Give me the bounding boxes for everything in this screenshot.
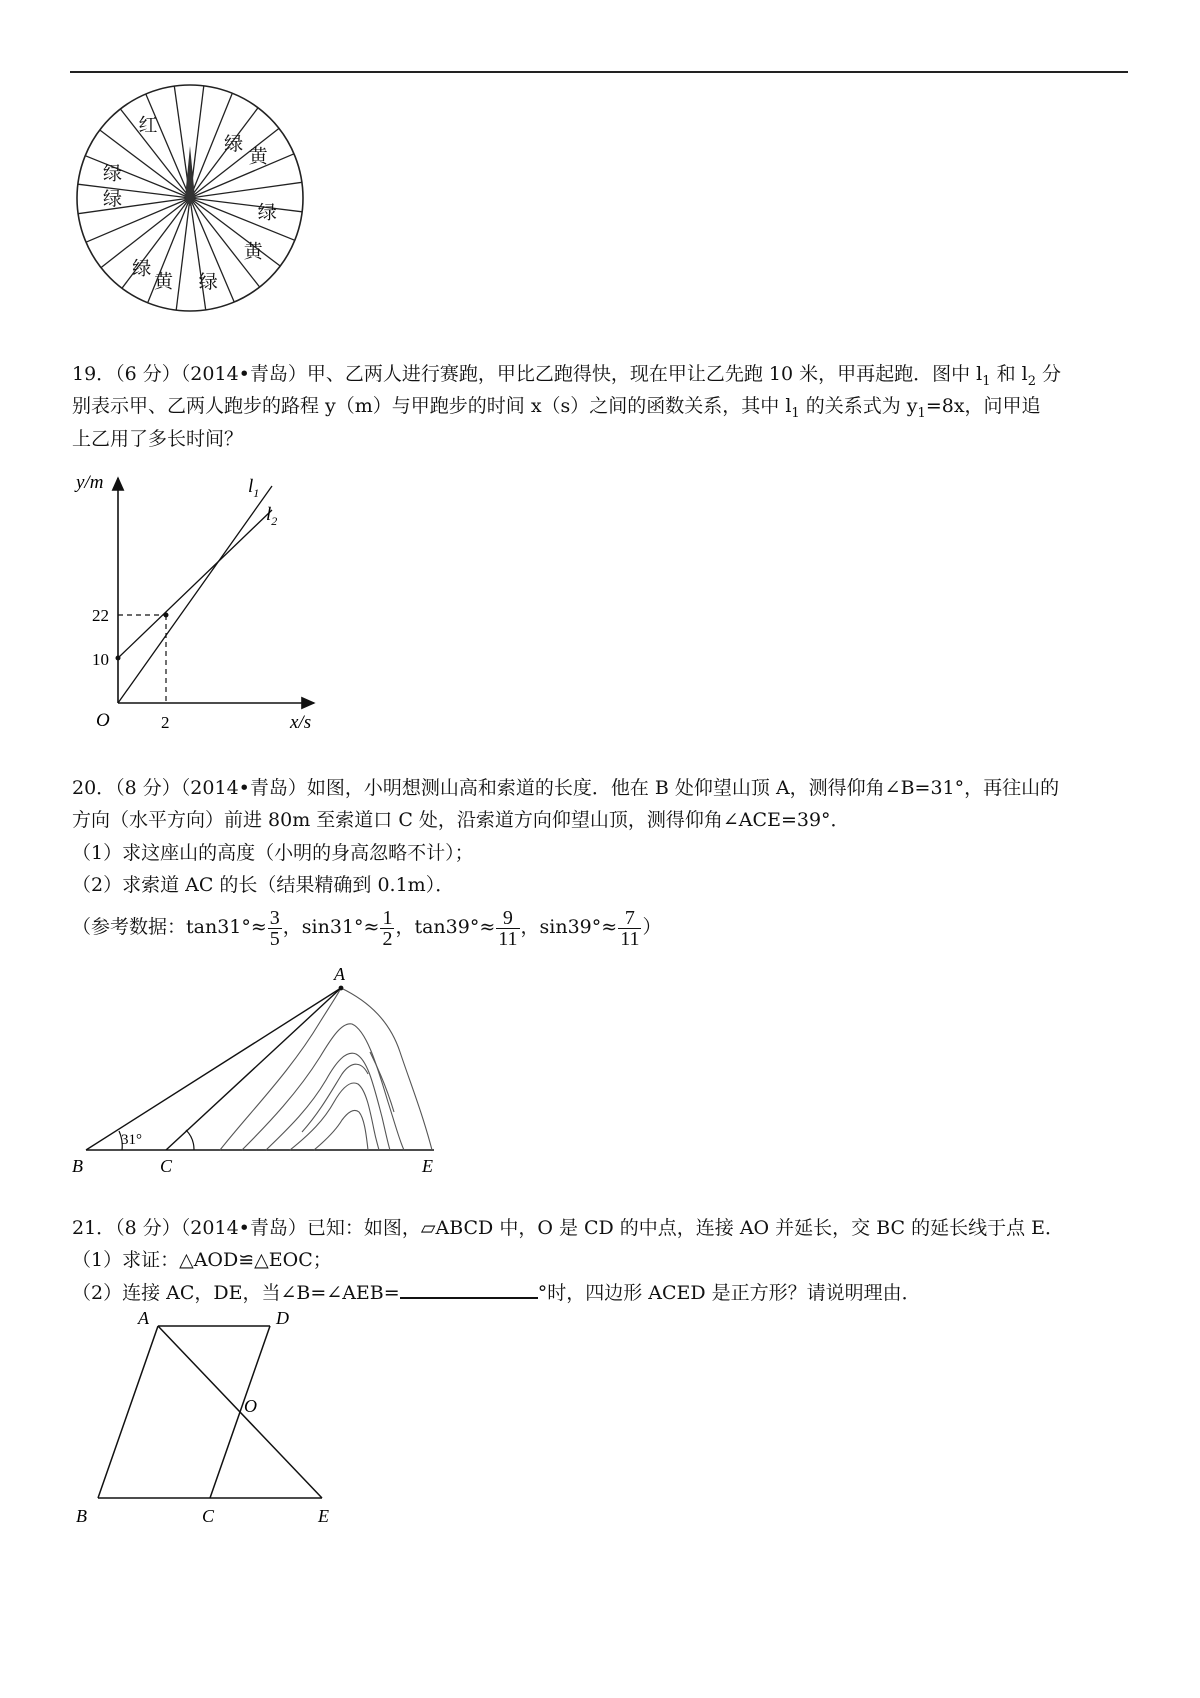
line-l1 [118, 486, 272, 703]
q21-line2: （1）求证：△AOD≌△EOC； [72, 1249, 332, 1271]
q21-line1: 21．（8 分）（2014•青岛）已知：如图，▱ABCD 中，O 是 CD 的中点，连接 AO 并延长，交 BC 的延长线于点 E． [72, 1217, 1065, 1239]
wheel-sector-label: 绿 [198, 272, 218, 294]
q20-line1: 20．（8 分）（2014•青岛）如图，小明想测山高和索道的长度．他在 B 处仰望山顶 A，测得仰角∠B=31°，再往山的 [72, 777, 1060, 799]
label-E: E [318, 1506, 329, 1526]
q20-mountain-figure [70, 962, 450, 1177]
tick-10: 10 [92, 650, 109, 669]
wheel-sector-label: 绿 [103, 163, 123, 185]
wheel-sector-label: 绿 [103, 189, 123, 210]
q21-parallelogram-figure [70, 1306, 360, 1526]
q19-line2: 别表示甲、乙两人跑步的路程 y（m）与甲跑步的时间 x（s）之间的函数关系，其中 $l_1$ 的关系式为 $y_1=8x$，问甲追 [72, 395, 1041, 421]
wheel-sector-label: 绿 [132, 258, 152, 280]
label-B: B [76, 1506, 87, 1526]
frac-3-5: $\frac{3}{5}$ [269, 906, 280, 950]
q20-line3: （1）求这座山的高度（小明的身高忽略不计）； [72, 842, 474, 864]
q20-reference-data: （参考数据：tan31°≈ $\frac{3}{5}$ ，sin31°≈ $\frac{1}{2}$ ，tan39°≈ $\frac{9}{11}$ ，sin39°≈ $\frac{7}{11}$ ） [72, 906, 662, 950]
y-axis-label: y/m [76, 472, 104, 493]
header-rule [70, 71, 1128, 73]
q20-line2: 方向（水平方向）前进 80m 至索道口 C 处，沿索道方向仰望山顶，测得仰角∠ACE=39°． [72, 809, 850, 831]
spinner-wheel-figure [70, 78, 310, 318]
q19-function-graph [70, 460, 330, 740]
l1-label: $l_1$ [248, 476, 260, 500]
line-l2 [118, 510, 272, 658]
l2-label: $l_2$ [266, 504, 278, 528]
mountain-contours [220, 988, 432, 1150]
angle-31-label: 31° [121, 1132, 142, 1148]
q20-line4: （2）求索道 AC 的长（结果精确到 0.1m）． [72, 874, 455, 896]
answer-blank [400, 1277, 538, 1299]
line-BA [86, 988, 341, 1150]
point-2-22 [164, 613, 169, 618]
q19-line1: 19．（6 分）（2014•青岛）甲、乙两人进行赛跑，甲比乙跑得快，现在甲让乙先跑 10 米，甲再起跑．图中 $l_1$ 和 $l_2$ 分 [72, 363, 1062, 389]
label-C: C [160, 1156, 173, 1176]
frac-1-2: $\frac{1}{2}$ [382, 906, 393, 950]
point-0-10 [116, 656, 121, 661]
wheel-sector-label: 黄 [243, 241, 263, 263]
label-A: A [138, 1308, 149, 1328]
tick-2: 2 [161, 713, 170, 732]
label-E: E [422, 1156, 433, 1176]
origin-label: O [96, 710, 110, 731]
label-A: A [334, 964, 345, 984]
segment-AB [98, 1326, 158, 1498]
wheel-sector-label: 黄 [248, 146, 268, 168]
x-axis-label: x/s [290, 712, 312, 733]
wheel-sector-label: 绿 [257, 202, 277, 224]
segment-AE [158, 1326, 322, 1498]
frac-7-11: $\frac{7}{11}$ [620, 906, 640, 950]
label-O: O [244, 1396, 257, 1416]
tick-22: 22 [92, 606, 109, 625]
frac-9-11: $\frac{9}{11}$ [498, 906, 518, 950]
wheel-sector-label: 绿 [224, 133, 244, 155]
wheel-sector-label: 黄 [154, 271, 174, 293]
label-C: C [202, 1506, 215, 1526]
wheel-sector-label: 红 [138, 115, 158, 137]
line-CA [166, 988, 341, 1150]
label-B: B [72, 1156, 83, 1176]
q19-line3: 上乙用了多长时间？ [72, 428, 244, 450]
q21-line3: （2）连接 AC，DE，当∠B=∠AEB= °时，四边形 ACED 是正方形？请说明理由． [72, 1277, 921, 1309]
label-D: D [276, 1308, 289, 1328]
